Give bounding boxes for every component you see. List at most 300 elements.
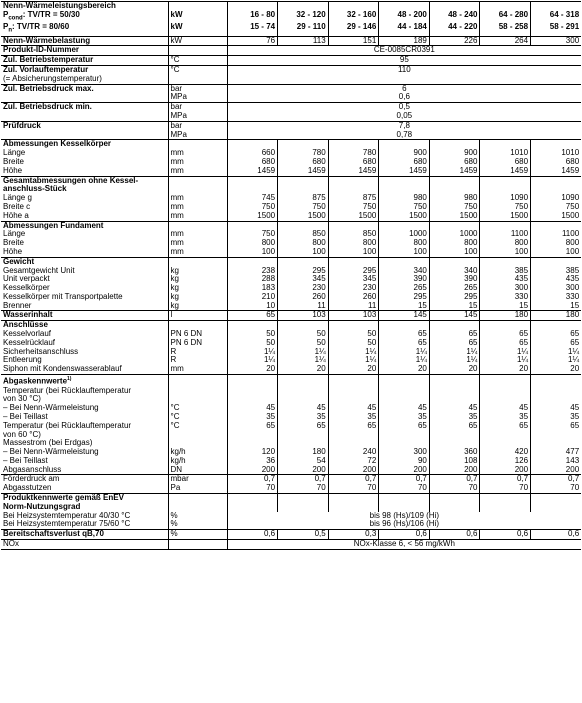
- row-value: 45: [227, 404, 278, 413]
- row-value: 180: [480, 311, 531, 321]
- table-row: [1, 140, 581, 149]
- row-value: 200: [379, 466, 430, 475]
- row-value: 226: [429, 36, 480, 46]
- row-value: 65: [480, 422, 531, 431]
- row-value: bis 96 (Hs)/106 (Hi): [227, 520, 581, 529]
- row-value: 110: [227, 65, 581, 74]
- empty-cell: [429, 2, 480, 11]
- table-row: [1, 121, 581, 130]
- table-row: [1, 230, 581, 239]
- empty-cell: [480, 395, 531, 404]
- table-row: [1, 365, 581, 374]
- row-value: 800: [227, 239, 278, 248]
- row-label: Länge: [3, 230, 26, 239]
- table-row: [1, 339, 581, 348]
- empty-cell: [379, 257, 430, 266]
- row-value: 1¼: [379, 356, 430, 365]
- table-row: [1, 267, 581, 276]
- table-row: [1, 185, 581, 194]
- row-label: Höhe: [3, 247, 23, 256]
- row-value: 0,6: [227, 530, 278, 540]
- header-range: 48 - 200: [379, 11, 430, 23]
- row-value: 680: [379, 158, 430, 167]
- empty-cell: [531, 375, 582, 387]
- row-value: 65: [278, 422, 329, 431]
- header-label: $P_{cond}$: TV/TR = 50/30: [3, 10, 80, 22]
- table-row: [1, 439, 581, 448]
- row-value: 1500: [480, 212, 531, 221]
- table-row: [1, 387, 581, 396]
- row-value: 0,05: [227, 112, 581, 121]
- empty-cell: [379, 185, 430, 194]
- row-label: Zul. Betriebstemperatur: [1, 56, 168, 66]
- row-unit: °C: [168, 413, 227, 422]
- empty-cell: [278, 375, 329, 387]
- table-row: [1, 448, 581, 457]
- header-row: [1, 23, 581, 36]
- row-label: Brenner: [3, 301, 32, 310]
- row-value: 1500: [531, 212, 582, 221]
- table-row: [1, 330, 581, 339]
- row-value: 65: [227, 311, 278, 321]
- row-value: 340: [429, 267, 480, 276]
- row-value: 145: [429, 311, 480, 321]
- empty-cell: [227, 439, 278, 448]
- row-value: 11: [328, 302, 379, 311]
- row-value: 1¼: [379, 348, 430, 357]
- row-value: 20: [429, 365, 480, 374]
- row-value: 980: [379, 194, 430, 203]
- row-unit: mm: [168, 194, 227, 203]
- row-value: 11: [278, 302, 329, 311]
- row-value: 1459: [227, 167, 278, 176]
- table-row: [1, 475, 581, 484]
- empty-cell: [328, 503, 379, 512]
- row-value: 0,5: [227, 103, 581, 112]
- row-unit: [168, 540, 227, 550]
- empty-cell: [278, 387, 329, 396]
- empty-cell: [227, 375, 278, 387]
- row-value: 1500: [379, 212, 430, 221]
- row-value: 210: [227, 293, 278, 302]
- row-value: 780: [278, 149, 329, 158]
- empty-cell: [168, 431, 227, 440]
- row-unit: MPa: [168, 93, 227, 102]
- empty-cell: [278, 2, 329, 11]
- row-value: 265: [429, 284, 480, 293]
- row-value: 750: [227, 203, 278, 212]
- row-value: 1000: [379, 230, 430, 239]
- row-value: 70: [278, 484, 329, 493]
- empty-cell: [227, 185, 278, 194]
- row-value: 65: [379, 422, 430, 431]
- row-value: [227, 75, 581, 84]
- empty-cell: [379, 140, 430, 149]
- row-value: 36: [227, 457, 278, 466]
- row-unit: °C: [168, 65, 227, 74]
- row-label: Massestrom (bei Erdgas): [3, 439, 93, 448]
- row-value: 900: [429, 149, 480, 158]
- row-value: 45: [531, 404, 582, 413]
- table-row: [1, 176, 581, 185]
- row-unit: kg: [168, 284, 227, 293]
- row-value: 0,7: [379, 475, 430, 484]
- row-value: 100: [531, 248, 582, 257]
- header-range: 32 - 120: [278, 11, 329, 23]
- empty-cell: [531, 431, 582, 440]
- row-unit: MPa: [168, 131, 227, 140]
- empty-cell: [168, 375, 227, 387]
- row-value: 35: [480, 413, 531, 422]
- table-row: [1, 494, 581, 503]
- empty-cell: [531, 221, 582, 230]
- empty-cell: [531, 185, 582, 194]
- table-row: [1, 348, 581, 357]
- row-value: 50: [328, 330, 379, 339]
- empty-cell: [480, 494, 531, 503]
- row-label: Bei Heizsystemtemperatur 40/30 °C: [3, 511, 131, 520]
- row-value: 875: [278, 194, 329, 203]
- row-unit: PN 6 DN: [168, 330, 227, 339]
- row-value: 200: [278, 466, 329, 475]
- table-row: [1, 56, 581, 66]
- row-value: 680: [480, 158, 531, 167]
- row-label: Bei Heizsystemtemperatur 75/60 °C: [3, 520, 131, 529]
- row-value: 800: [278, 239, 329, 248]
- empty-cell: [480, 387, 531, 396]
- row-label: Länge: [3, 149, 26, 158]
- empty-cell: [480, 221, 531, 230]
- row-label: Bereitschaftsverlust qB,70: [1, 530, 168, 540]
- empty-cell: [480, 439, 531, 448]
- empty-cell: [429, 503, 480, 512]
- empty-cell: [429, 321, 480, 330]
- empty-cell: [168, 140, 227, 149]
- empty-cell: [328, 2, 379, 11]
- table-row: [1, 275, 581, 284]
- row-value: 0,6: [227, 93, 581, 102]
- row-unit: kg: [168, 293, 227, 302]
- row-value: 10: [227, 302, 278, 311]
- header-label: Nenn-Wärmeleistungsbereich: [1, 2, 168, 11]
- row-value: 1500: [278, 212, 329, 221]
- row-value: 800: [480, 239, 531, 248]
- row-value: 0,5: [278, 530, 329, 540]
- row-value: 1¼: [227, 348, 278, 357]
- row-label: Prüfdruck: [1, 121, 168, 130]
- empty-cell: [429, 375, 480, 387]
- row-value: 800: [531, 239, 582, 248]
- section-row: [1, 375, 581, 387]
- row-value: 50: [278, 339, 329, 348]
- empty-cell: [278, 431, 329, 440]
- table-row: [1, 484, 581, 493]
- row-value: 0,7: [531, 475, 582, 484]
- header-range: 48 - 240: [429, 11, 480, 23]
- row-unit: kg: [168, 267, 227, 276]
- row-value: 183: [227, 284, 278, 293]
- empty-cell: [379, 321, 430, 330]
- empty-cell: [480, 431, 531, 440]
- row-label: Sicherheitsanschluss: [3, 347, 79, 356]
- empty-cell: [531, 2, 582, 11]
- table-row: [1, 530, 581, 540]
- row-value: 0,7: [429, 475, 480, 484]
- table-row: [1, 248, 581, 257]
- row-value: 200: [328, 466, 379, 475]
- section-title: [1, 375, 168, 387]
- empty-cell: [480, 2, 531, 11]
- row-value: 435: [480, 275, 531, 284]
- empty-cell: [429, 431, 480, 440]
- row-value: 230: [278, 284, 329, 293]
- table-row: [1, 46, 581, 56]
- row-unit: [168, 46, 227, 56]
- table-row: [1, 293, 581, 302]
- row-unit: mm: [168, 158, 227, 167]
- row-value: 200: [227, 466, 278, 475]
- row-value: 750: [278, 203, 329, 212]
- row-value: 120: [227, 448, 278, 457]
- row-value: 100: [328, 248, 379, 257]
- empty-cell: [227, 321, 278, 330]
- row-value: 390: [379, 275, 430, 284]
- row-value: 100: [227, 248, 278, 257]
- row-value: 70: [328, 484, 379, 493]
- row-value: 300: [531, 284, 582, 293]
- row-value: 288: [227, 275, 278, 284]
- row-value: 340: [379, 267, 430, 276]
- empty-cell: [278, 257, 329, 266]
- row-value: 745: [227, 194, 278, 203]
- table-row: [1, 284, 581, 293]
- row-value: 65: [328, 422, 379, 431]
- empty-cell: [168, 503, 227, 512]
- row-label: Abgasstutzen: [3, 484, 52, 493]
- row-label: Unit verpackt: [3, 275, 50, 284]
- row-value: 45: [379, 404, 430, 413]
- row-label: – Bei Teillast: [3, 456, 48, 465]
- row-label: Förderdruck am: [1, 475, 168, 484]
- row-label: Zul. Betriebsdruck min.: [1, 103, 168, 112]
- empty-cell: [429, 494, 480, 503]
- empty-cell: [480, 140, 531, 149]
- row-value: 360: [429, 448, 480, 457]
- header-range: 64 - 318: [531, 11, 582, 23]
- row-value: 1010: [531, 149, 582, 158]
- empty-cell: [227, 387, 278, 396]
- row-unit: bar: [168, 84, 227, 93]
- row-value: 0,7: [227, 475, 278, 484]
- header-range: 32 - 160: [328, 11, 379, 23]
- row-unit: mm: [168, 365, 227, 374]
- row-value: 126: [480, 457, 531, 466]
- empty-cell: [227, 395, 278, 404]
- row-value: 680: [531, 158, 582, 167]
- header-label: $P_n$: TV/TR = 80/60: [3, 23, 70, 34]
- row-label: [1, 131, 168, 140]
- row-value: 0,78: [227, 131, 581, 140]
- row-value: 345: [278, 275, 329, 284]
- empty-cell: [429, 387, 480, 396]
- empty-cell: [531, 176, 582, 185]
- row-unit: PN 6 DN: [168, 339, 227, 348]
- row-value: 65: [480, 330, 531, 339]
- empty-cell: [168, 257, 227, 266]
- empty-cell: [531, 257, 582, 266]
- row-value: 113: [278, 36, 329, 46]
- row-value: 1100: [480, 230, 531, 239]
- row-value: 265: [379, 284, 430, 293]
- table-row: [1, 512, 581, 521]
- empty-cell: [168, 2, 227, 11]
- row-value: 0,6: [379, 530, 430, 540]
- row-value: 1500: [328, 212, 379, 221]
- empty-cell: [278, 140, 329, 149]
- table-row: [1, 221, 581, 230]
- row-unit: °C: [168, 56, 227, 66]
- row-label: Breite c: [3, 202, 31, 211]
- table-row: [1, 149, 581, 158]
- row-value: 1459: [278, 167, 329, 176]
- empty-cell: [429, 176, 480, 185]
- empty-cell: [531, 387, 582, 396]
- row-value: 1000: [429, 230, 480, 239]
- row-value: 1100: [531, 230, 582, 239]
- empty-cell: [168, 321, 227, 330]
- row-value: 45: [278, 404, 329, 413]
- row-value: 1¼: [531, 356, 582, 365]
- row-label: Nenn-Wärmebelastung: [1, 36, 168, 46]
- header-row: [1, 2, 581, 11]
- row-value: 20: [531, 365, 582, 374]
- empty-cell: [480, 375, 531, 387]
- section-title: anschluss-Stück: [3, 185, 67, 194]
- row-unit: mm: [168, 149, 227, 158]
- row-value: 750: [328, 203, 379, 212]
- row-label: Temperatur (bei Rücklauftemperatur: [3, 386, 132, 395]
- row-value: 65: [379, 330, 430, 339]
- row-value: 264: [480, 36, 531, 46]
- row-label: – Bei Teillast: [3, 412, 48, 421]
- row-value: 45: [480, 404, 531, 413]
- empty-cell: [278, 503, 329, 512]
- table-row: [1, 413, 581, 422]
- row-unit: %: [168, 520, 227, 529]
- row-value: 680: [227, 158, 278, 167]
- row-value: 295: [278, 267, 329, 276]
- empty-cell: [328, 375, 379, 387]
- row-value: 70: [429, 484, 480, 493]
- row-value: 65: [480, 339, 531, 348]
- row-value: 100: [429, 248, 480, 257]
- row-label: Zul. Vorlauftemperatur: [1, 65, 168, 74]
- table-row: [1, 84, 581, 93]
- table-row: [1, 520, 581, 529]
- row-value: 145: [379, 311, 430, 321]
- row-value: 103: [278, 311, 329, 321]
- empty-cell: [168, 395, 227, 404]
- row-label: Kesselkörper mit Transportpalette: [3, 292, 123, 301]
- empty-cell: [379, 176, 430, 185]
- table-row: [1, 321, 581, 330]
- row-unit: %: [168, 512, 227, 521]
- row-value: 1¼: [328, 356, 379, 365]
- table-row: [1, 194, 581, 203]
- row-value: NOx-Klasse 6, < 56 mg/kWh: [227, 540, 581, 550]
- empty-cell: [227, 503, 278, 512]
- empty-cell: [379, 431, 430, 440]
- row-label: Produkt-ID-Nummer: [1, 46, 168, 56]
- row-value: 50: [227, 339, 278, 348]
- row-unit: °C: [168, 404, 227, 413]
- row-value: 300: [531, 36, 582, 46]
- row-value: 1500: [227, 212, 278, 221]
- row-value: 1459: [379, 167, 430, 176]
- row-label: Kesselrücklauf: [3, 338, 56, 347]
- footnote-marker: 1): [67, 376, 72, 383]
- table-row: [1, 239, 581, 248]
- row-value: 850: [278, 230, 329, 239]
- row-value: 260: [328, 293, 379, 302]
- row-label: Produktkennwerte gemäß EnEV: [1, 494, 168, 503]
- row-value: 20: [328, 365, 379, 374]
- table-row: [1, 356, 581, 365]
- row-value: 0,6: [429, 530, 480, 540]
- row-value: 850: [328, 230, 379, 239]
- empty-cell: [168, 176, 227, 185]
- empty-cell: [328, 176, 379, 185]
- section-title: Anschlüsse: [1, 321, 168, 330]
- empty-cell: [379, 395, 430, 404]
- row-value: 800: [429, 239, 480, 248]
- row-unit: DN: [168, 466, 227, 475]
- row-value: 20: [278, 365, 329, 374]
- empty-cell: [227, 221, 278, 230]
- row-unit: mm: [168, 239, 227, 248]
- row-value: 900: [379, 149, 430, 158]
- row-value: 35: [429, 413, 480, 422]
- row-unit: mm: [168, 230, 227, 239]
- row-value: bis 98 (Hs)/109 (Hi): [227, 512, 581, 521]
- row-value: 180: [278, 448, 329, 457]
- row-label: Siphon mit Kondenswasserablauf: [3, 365, 122, 374]
- row-value: 65: [429, 422, 480, 431]
- technical-data-table: [1, 1, 581, 550]
- row-value: 330: [531, 293, 582, 302]
- header-range: 58 - 258: [480, 23, 531, 36]
- row-value: 240: [328, 448, 379, 457]
- row-value: 750: [227, 230, 278, 239]
- row-value: 0,7: [328, 475, 379, 484]
- row-value: 800: [379, 239, 430, 248]
- row-label: [1, 112, 168, 121]
- row-value: 1500: [429, 212, 480, 221]
- row-value: 45: [429, 404, 480, 413]
- empty-cell: [278, 176, 329, 185]
- row-value: 35: [328, 413, 379, 422]
- row-value: 65: [531, 330, 582, 339]
- empty-cell: [379, 375, 430, 387]
- row-value: 35: [531, 413, 582, 422]
- row-value: 1¼: [278, 348, 329, 357]
- empty-cell: [328, 439, 379, 448]
- row-value: 65: [429, 339, 480, 348]
- empty-cell: [429, 439, 480, 448]
- empty-cell: [379, 494, 430, 503]
- row-value: 230: [328, 284, 379, 293]
- row-unit: R: [168, 348, 227, 357]
